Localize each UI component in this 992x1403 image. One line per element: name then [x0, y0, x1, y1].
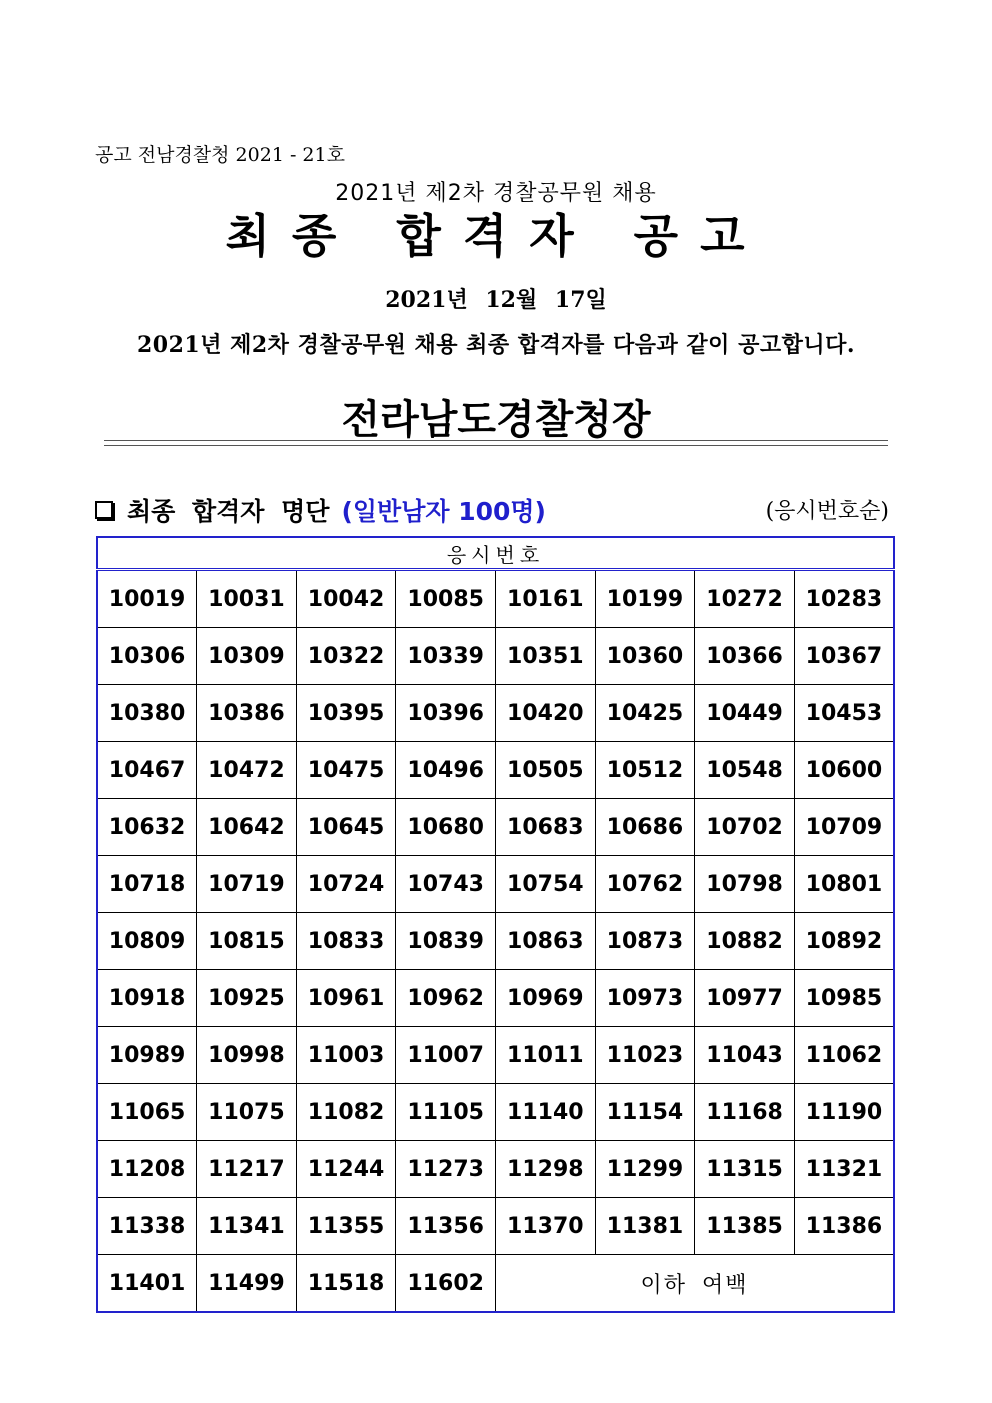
table-row [97, 1141, 894, 1198]
subtitle: 2021년 제2차 경찰공무원 채용 [335, 181, 657, 206]
applicant-number-cell: 10306 [97, 628, 197, 685]
roster-table [96, 536, 895, 1313]
applicant-number-cell: 11273 [396, 1141, 496, 1198]
applicant-number-cell: 11381 [595, 1198, 695, 1255]
applicant-number-cell: 10642 [197, 799, 297, 856]
applicant-number-cell: 10475 [296, 742, 396, 799]
applicant-number-cell: 10683 [496, 799, 596, 856]
applicant-number-cell: 10882 [695, 913, 795, 970]
applicant-number-cell: 11315 [695, 1141, 795, 1198]
applicant-number-cell: 11065 [97, 1084, 197, 1141]
applicant-number-cell: 10425 [595, 685, 695, 742]
applicant-number-cell: 10702 [695, 799, 795, 856]
applicant-number-cell: 10453 [794, 685, 894, 742]
roster-body [97, 570, 894, 1313]
applicant-number-cell: 11370 [496, 1198, 596, 1255]
applicant-number-cell: 11321 [794, 1141, 894, 1198]
applicant-number-cell: 11385 [695, 1198, 795, 1255]
applicant-number-cell: 11401 [97, 1255, 197, 1313]
applicant-number-cell: 10809 [97, 913, 197, 970]
applicant-number-cell: 10985 [794, 970, 894, 1027]
quota-label: (일반남자 100명) [341, 497, 546, 526]
applicant-number-cell: 10680 [396, 799, 496, 856]
applicant-number-cell: 10360 [595, 628, 695, 685]
applicant-number-cell: 10762 [595, 856, 695, 913]
applicant-number-cell: 10496 [396, 742, 496, 799]
applicant-number-cell: 10925 [197, 970, 297, 1027]
applicant-number-cell: 10031 [197, 570, 297, 628]
applicant-number-cell: 10989 [97, 1027, 197, 1084]
notice-number: 공고 전남경찰청 2021 - 21호 [95, 144, 345, 166]
applicant-number-cell: 11356 [396, 1198, 496, 1255]
section-label: 최종 합격자 명단 [127, 497, 330, 526]
applicant-number-cell: 10754 [496, 856, 596, 913]
order-note: (응시번호순) [765, 499, 889, 524]
applicant-number-cell: 10351 [496, 628, 596, 685]
double-divider [104, 440, 888, 446]
applicant-number-cell: 10449 [695, 685, 795, 742]
applicant-number-cell: 10548 [695, 742, 795, 799]
applicant-number-cell: 10815 [197, 913, 297, 970]
applicant-number-cell: 10042 [296, 570, 396, 628]
applicant-number-cell: 11003 [296, 1027, 396, 1084]
table-row [97, 685, 894, 742]
table-row [97, 1084, 894, 1141]
applicant-number-cell: 10600 [794, 742, 894, 799]
applicant-number-cell: 10367 [794, 628, 894, 685]
table-row [97, 799, 894, 856]
applicant-number-cell: 11043 [695, 1027, 795, 1084]
applicant-number-cell: 10632 [97, 799, 197, 856]
applicant-number-cell: 10798 [695, 856, 795, 913]
applicant-number-cell: 11140 [496, 1084, 596, 1141]
applicant-number-cell: 10977 [695, 970, 795, 1027]
notice-statement: 2021년 제2차 경찰공무원 채용 최종 합격자를 다음과 같이 공고합니다. [136, 332, 856, 358]
applicant-number-cell: 10085 [396, 570, 496, 628]
blank-note: 이하 여백 [496, 1255, 895, 1313]
applicant-number-cell: 10467 [97, 742, 197, 799]
applicant-number-cell: 10718 [97, 856, 197, 913]
applicant-number-cell: 10709 [794, 799, 894, 856]
applicant-number-cell: 10969 [496, 970, 596, 1027]
applicant-number-cell: 10719 [197, 856, 297, 913]
applicant-number-cell: 11299 [595, 1141, 695, 1198]
table-row [97, 1027, 894, 1084]
applicant-number-cell: 10161 [496, 570, 596, 628]
applicant-number-cell: 11190 [794, 1084, 894, 1141]
applicant-number-cell: 10839 [396, 913, 496, 970]
applicant-number-cell: 11341 [197, 1198, 297, 1255]
applicant-number-cell: 11007 [396, 1027, 496, 1084]
applicant-number-cell: 10873 [595, 913, 695, 970]
applicant-number-cell: 10199 [595, 570, 695, 628]
applicant-number-cell: 11499 [197, 1255, 297, 1313]
notice-date: 2021년 12월 17일 [385, 287, 607, 313]
applicant-number-cell: 10272 [695, 570, 795, 628]
applicant-number-cell: 11154 [595, 1084, 695, 1141]
applicant-number-cell: 11082 [296, 1084, 396, 1141]
applicant-number-cell: 10801 [794, 856, 894, 913]
applicant-number-cell: 10645 [296, 799, 396, 856]
applicant-number-cell: 11011 [496, 1027, 596, 1084]
applicant-number-cell: 11023 [595, 1027, 695, 1084]
applicant-number-cell: 11355 [296, 1198, 396, 1255]
applicant-number-cell: 11518 [296, 1255, 396, 1313]
table-row [97, 570, 894, 628]
applicant-number-cell: 10386 [197, 685, 297, 742]
applicant-number-cell: 10396 [396, 685, 496, 742]
table-row [97, 970, 894, 1027]
applicant-number-cell: 10322 [296, 628, 396, 685]
table-row [97, 742, 894, 799]
applicant-number-cell: 11338 [97, 1198, 197, 1255]
table-row [97, 913, 894, 970]
applicant-number-cell: 11062 [794, 1027, 894, 1084]
applicant-number-cell: 11386 [794, 1198, 894, 1255]
applicant-number-cell: 10019 [97, 570, 197, 628]
table-row [97, 856, 894, 913]
applicant-number-cell: 10962 [396, 970, 496, 1027]
applicant-number-cell: 10973 [595, 970, 695, 1027]
applicant-number-cell: 10505 [496, 742, 596, 799]
applicant-number-cell: 11602 [396, 1255, 496, 1313]
applicant-number-cell: 10863 [496, 913, 596, 970]
applicant-number-cell: 10366 [695, 628, 795, 685]
section-heading [95, 492, 546, 528]
applicant-number-cell: 10420 [496, 685, 596, 742]
applicant-number-cell: 10283 [794, 570, 894, 628]
applicant-number-cell: 10918 [97, 970, 197, 1027]
applicant-number-cell: 10686 [595, 799, 695, 856]
applicant-number-cell: 11244 [296, 1141, 396, 1198]
applicant-number-cell: 10472 [197, 742, 297, 799]
applicant-number-cell: 11217 [197, 1141, 297, 1198]
applicant-number-cell: 10380 [97, 685, 197, 742]
applicant-number-cell: 10339 [396, 628, 496, 685]
applicant-number-cell: 10512 [595, 742, 695, 799]
table-row [97, 628, 894, 685]
applicant-number-cell: 11168 [695, 1084, 795, 1141]
applicant-number-cell: 10743 [396, 856, 496, 913]
applicant-number-cell: 11075 [197, 1084, 297, 1141]
checkbox-icon [95, 501, 113, 519]
issuer-name: 전라남도경찰청장 [341, 396, 651, 443]
applicant-number-cell: 10309 [197, 628, 297, 685]
applicant-number-cell: 10961 [296, 970, 396, 1027]
applicant-number-cell: 10395 [296, 685, 396, 742]
page-title: 최종 합격자 공고 [225, 209, 767, 263]
table-row [97, 1198, 894, 1255]
applicant-number-cell: 10724 [296, 856, 396, 913]
applicant-number-cell: 11208 [97, 1141, 197, 1198]
applicant-number-cell: 10892 [794, 913, 894, 970]
applicant-number-cell: 11298 [496, 1141, 596, 1198]
applicant-number-cell: 11105 [396, 1084, 496, 1141]
table-row [97, 1255, 894, 1313]
applicant-number-cell: 10998 [197, 1027, 297, 1084]
applicant-number-cell: 10833 [296, 913, 396, 970]
table-header: 응시번호 [97, 537, 894, 570]
